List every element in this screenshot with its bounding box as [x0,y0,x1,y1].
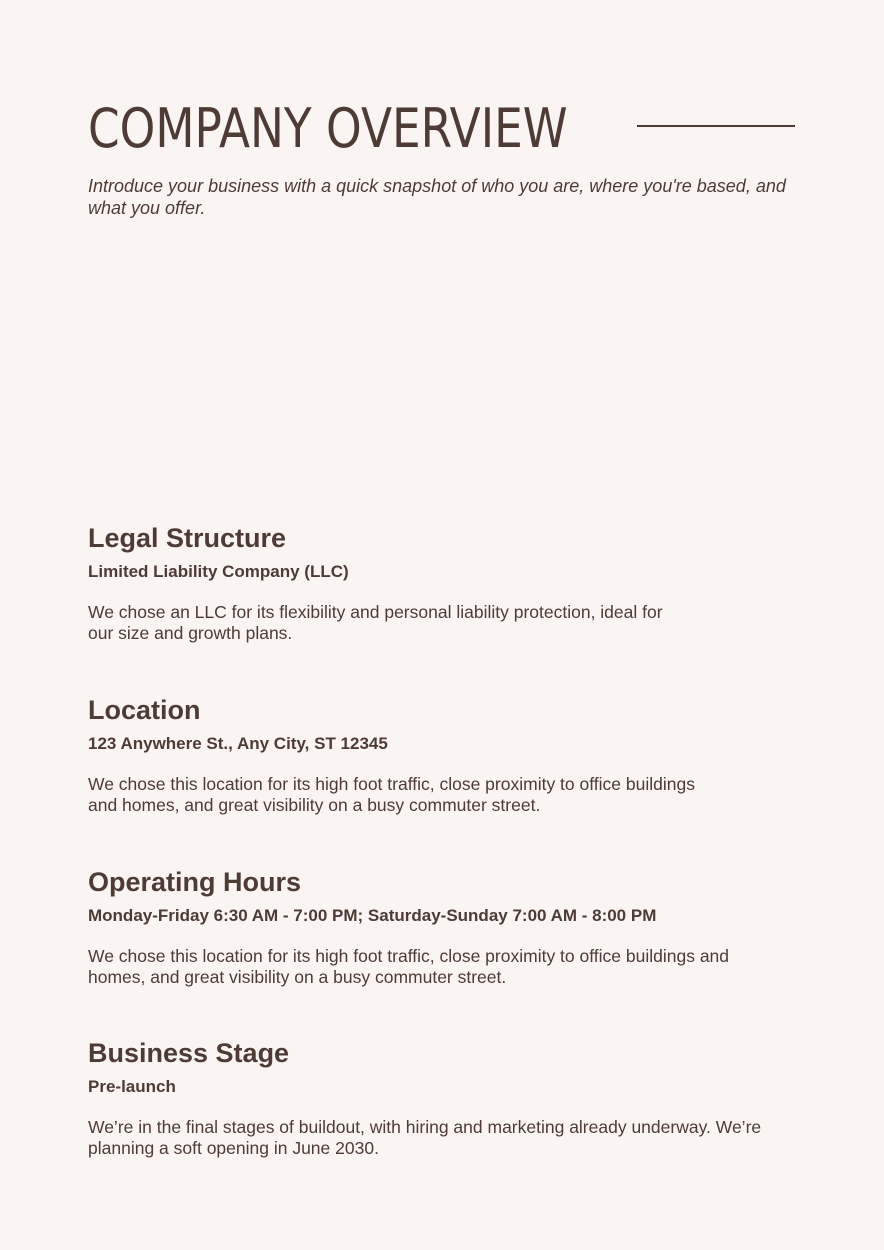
section-subheading: 123 Anywhere St., Any City, ST 12345 [88,734,388,753]
section-location [88,693,788,816]
title-divider [637,125,795,127]
section-body: We chose an LLC for its flexibility and personal liability protection, ideal for our size and growth plans. [88,602,663,643]
section-heading: Location [88,695,201,725]
section-heading: Legal Structure [88,523,287,553]
section-heading: Business Stage [88,1038,290,1068]
section-subheading: Limited Liability Company (LLC) [88,562,349,581]
section-heading: Operating Hours [88,867,302,897]
page-title: COMPANY OVERVIEW [88,97,568,160]
section-legal-structure [88,521,788,644]
section-business-stage [88,1036,788,1159]
section-body: We chose this location for its high foot traffic, close proximity to office buildings and homes, and great visibility on a busy commuter street. [88,774,695,815]
section-body: We’re in the final stages of buildout, with hiring and marketing already underway. We’re planning a soft opening in June 2030. [88,1117,762,1158]
intro-text: Introduce your business with a quick snapshot of who you are, where you're based, and what you offer. [88,176,786,218]
section-body: We chose this location for its high foot traffic, close proximity to office buildings and homes, and great visibility on a busy commuter street. [88,946,730,987]
section-subheading: Pre-launch [88,1077,176,1096]
section-operating-hours [88,865,788,988]
section-subheading: Monday-Friday 6:30 AM - 7:00 PM; Saturday-Sunday 7:00 AM - 8:00 PM [88,906,657,925]
